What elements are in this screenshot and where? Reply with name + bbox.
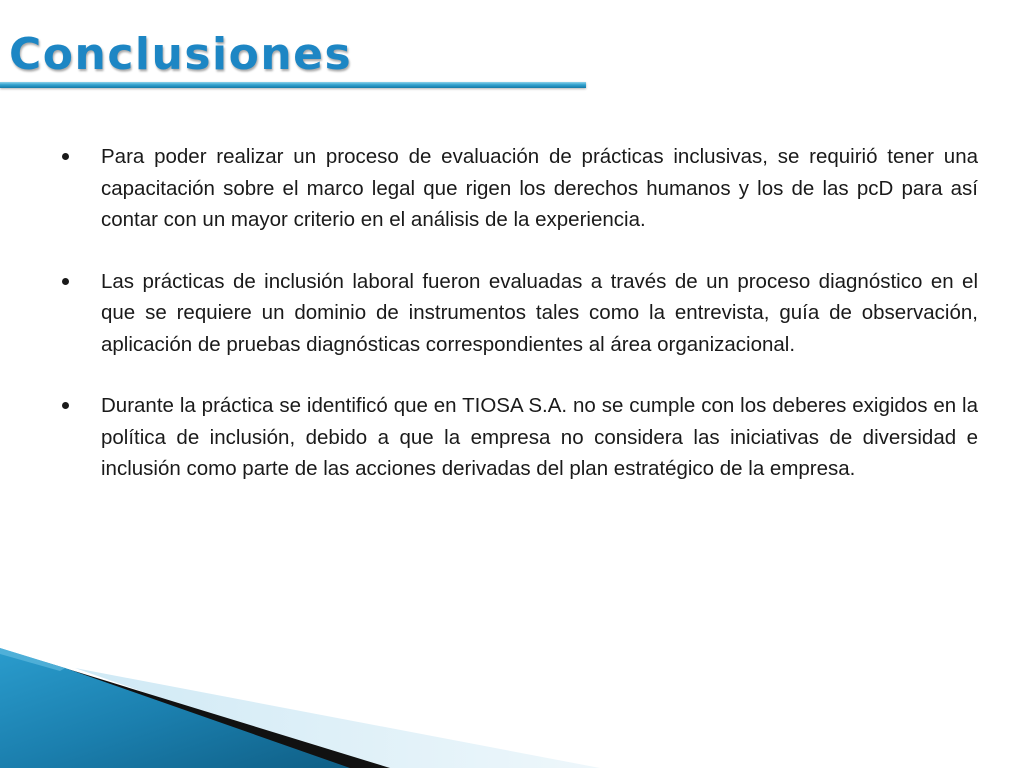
bullet-text: Las prácticas de inclusión laboral fueron evaluadas a través de un proceso diagnóstico en el que se requiere un dominio de instrumentos tales como la entrevista, guía de observación, aplicación de pruebas diagnósticas correspondientes al área organizacional. bbox=[101, 269, 978, 356]
bullet-item bbox=[60, 141, 978, 236]
slide-title: Conclusiones bbox=[9, 29, 353, 80]
bullet-item bbox=[60, 390, 978, 485]
bullet-dot-icon bbox=[62, 153, 69, 160]
bullet-text: Para poder realizar un proceso de evaluación de prácticas inclusivas, se requirió tener una capacitación sobre el marco legal que rigen los derechos humanos y los de las pcD para así contar con un mayor criterio en el análisis de la experiencia. bbox=[101, 145, 978, 231]
bullet-text: Durante la práctica se identificó que en TIOSA S.A. no se cumple con los deberes exigidos en la política de inclusión, debido a que la empresa no considera las iniciativas de diversidad e inclusión como parte de las acciones derivadas del plan estratégico de la empresa. bbox=[101, 394, 978, 480]
bullet-dot-icon bbox=[62, 278, 69, 285]
bullet-dot-icon bbox=[62, 402, 69, 409]
decorative-corner-swoosh bbox=[0, 640, 1024, 768]
title-underline bbox=[0, 82, 586, 88]
bullet-list bbox=[60, 141, 978, 485]
bullet-item bbox=[60, 266, 978, 361]
